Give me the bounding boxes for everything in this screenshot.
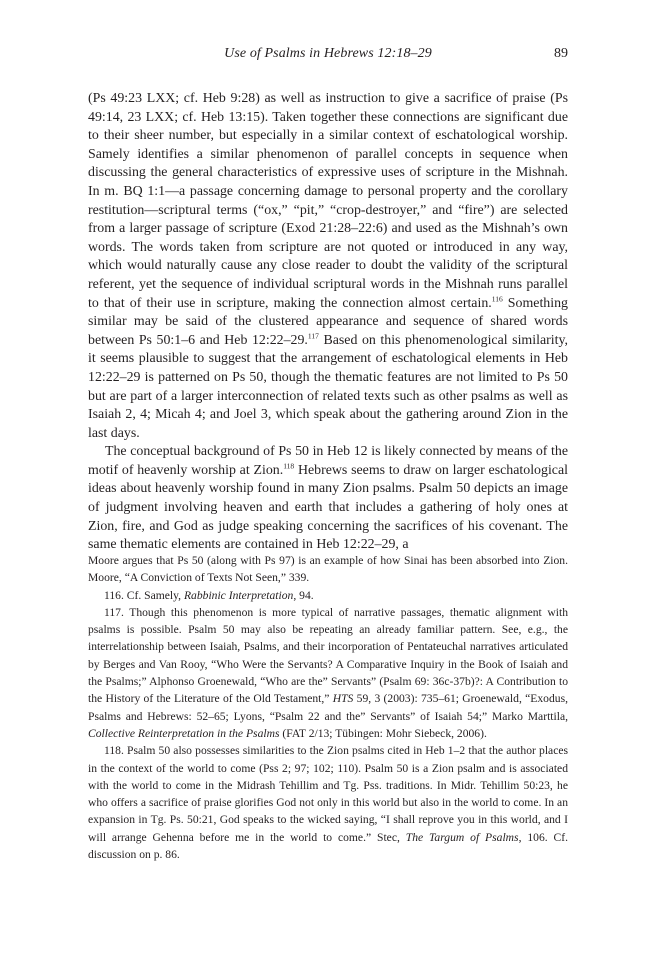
- book-title: Rabbinic Interpretation: [183, 588, 294, 602]
- book-title: Collective Reinterpretation in the Psalms: [88, 726, 280, 740]
- footnote-118: [88, 742, 568, 863]
- text-run: Hebrews seems to draw on larger eschatological ideas about heavenly worship found in many Zion psalms. Psalm 50 depicts an image of judgment involving heaven and earth that includes a gathering of holy ones at Zion, fire, and God as judge speaking concerning the sacrifices of his covenant. The same thematic elements are contained in Heb 12:22–29, a: [88, 462, 568, 553]
- footnote-116: [88, 587, 568, 604]
- footnote-117: [88, 604, 568, 742]
- journal-title: HTS: [332, 692, 354, 706]
- footnotes: [88, 552, 568, 863]
- text-run: Something similar may be said of the clustered appearance and sequence of shared words between Ps 50:1–6 and Heb 12:22–29.: [88, 295, 569, 348]
- footnote-ref-118[interactable]: 118: [283, 461, 295, 471]
- text-run: Based on this phenomenological similarity, it seems plausible to suggest that the arrangement of eschatological elements in Heb 12:22–29 is patterned on Ps 50, though the thematic features are not limited to Ps 50 but are part of a larger interconnection of related texts such as other psalms as well as Isaiah 2, 4; Micah 4; and Joel 3, which speak about the gathering around Zion in the last days.: [88, 332, 568, 441]
- page-number: 89: [554, 46, 568, 61]
- footnote-continuation: Moore argues that Ps 50 (along with Ps 97) is an example of how Sinai has been absorbed into Zion. Moore, “A Conviction of Texts Not Seen,” 339.: [88, 554, 568, 585]
- text-run: 116. Cf. Samely,: [104, 588, 184, 602]
- running-title: Use of Psalms in Hebrews 12:18–29: [224, 46, 432, 61]
- footnote-ref-117[interactable]: 117: [307, 331, 319, 341]
- text-run: , 94.: [293, 588, 314, 602]
- main-text: [88, 90, 568, 555]
- text-run: (FAT 2/13; Tübingen: Mohr Siebeck, 2006).: [279, 726, 487, 740]
- text-run: (Ps 49:23 LXX; cf. Heb 9:28) as well as instruction to give a sacrifice of praise (Ps 49:14, 23 LXX; cf. Heb 13:15). Taken together these connections are significant due to their sheer number, but especially in a similar context of eschatological worship. Samely identifies a similar phenomenon of parallel concepts in sequence when discussing the general characteristics of expressive uses of scripture in the Mishnah. In m. BQ 1:1—a passage concerning damage to personal property and the corollary restitution—scriptural terms (“ox,” “pit,” “crop-destroyer,” and “fire”) are selected from a larger passage of scripture (Exod 21:28–22:6) and used as the Mishnah’s own words. The words taken from scripture are not quoted or introduced in any way, which would naturally cause any close reader to doubt the validity of the scriptural referent, yet the sequence of individual scriptural words in the Mishnah runs parallel to that of their use in scripture, making the connection almost certain.: [88, 91, 568, 311]
- text-run: 118. Psalm 50 also possesses similarities to the Zion psalms cited in Heb 1–2 that the author places in the context of the world to come (Pss 2; 97; 102; 110). Psalm 50 is a Zion psalm and is associated with the world to come in the Midrash Tehillim and Tg. Pss. traditions. In Midr. Tehillim 50:23, he who offers a sacrifice of praise glorifies God not only in this world but also in the world to come. In an expansion in Tg. Ps. 50:21, God speaks to the wicked saying, “I shall reprove you in this world, and I will arrange Gehenna before me in the world to come.” Stec,: [88, 744, 568, 844]
- text-run: 117. Though this phenomenon is more typical of narrative passages, thematic alignment with psalms is possible. Psalm 50 may also be repeating an already familiar pattern. See, e.g., the interrelationship between Isaiah, Psalms, and their incorporation of Pentateuchal narratives articulated by Berges and Van Rooy, “Who Were the Servants? A Comparative Inquiry in the Book of Isaiah and the Psalms;” Alphonso Groenewald, “Who are the” Servants” (Psalm 69: 36c-37b)?: A Contribution to the History of the Literature of the Old Testament,”: [88, 605, 568, 706]
- text-run: 59, 3 (2003): 735–61; Groenewald, “Exodus, Psalms and Hebrews: 52–65; Lyons, “Psalm 22 and the” Servants” of Isaiah 54;” Marko Marttila,: [88, 692, 568, 723]
- footnote-ref-116[interactable]: 116: [491, 293, 503, 303]
- body-paragraph-1: [88, 90, 568, 443]
- body-paragraph-2: [88, 443, 568, 555]
- running-header: [88, 46, 568, 66]
- text-run: , 106. Cf. discussion on p. 86.: [88, 830, 569, 862]
- book-title: The Targum of Psalms: [405, 830, 519, 844]
- text-run: The conceptual background of Ps 50 in Heb 12 is likely connected by means of the motif of heavenly worship at Zion.: [88, 444, 568, 478]
